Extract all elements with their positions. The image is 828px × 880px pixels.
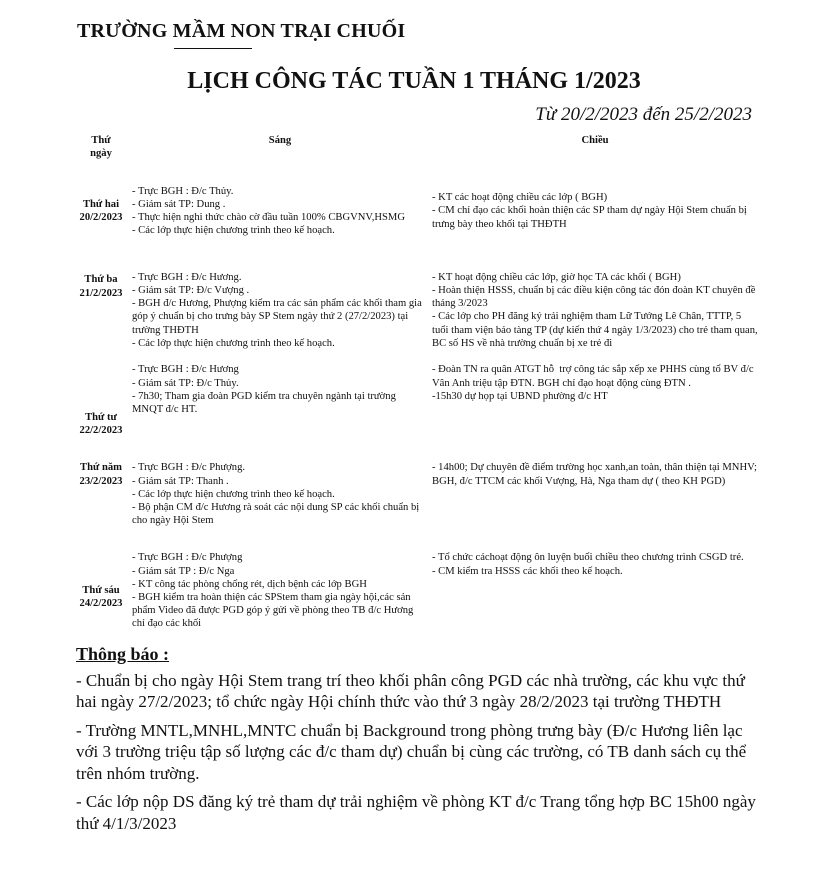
notice-section: [76, 644, 756, 841]
date-range: Từ 20/2/2023 đến 25/2/2023: [535, 104, 752, 125]
afternoon-cell: - 14h00; Dự chuyên đề điểm trường học xanh,an toàn, thân thiện tại MNHV; BGH, đ/c TTCM các khối Vượng, Hà, Nga tham dự ( theo KH PGD): [432, 462, 760, 487]
notice-heading: [76, 644, 756, 666]
schedule-row-wednesday: [72, 363, 760, 461]
document-title: LỊCH CÔNG TÁC TUẦN 1 THÁNG 1/2023: [187, 68, 641, 94]
notice-item: - Các lớp nộp DS đăng ký trẻ tham dự trải nghiệm về phòng KT đ/c Trang tổng hợp BC 15h00 ngày thứ 4/1/3/2023: [76, 792, 756, 833]
schedule-header-row: [72, 132, 760, 164]
notice-item: - Chuẩn bị cho ngày Hội Stem trang trí theo khối phân công PGD các nhà trường, các khu vực thứ hai ngày 27/2/2023; tổ chức ngày Hội chính thức vào thứ 3 ngày 28/2/2023 tại trường THĐTH: [76, 670, 745, 711]
morning-cell: - Trực BGH : Đ/c Thủy. - Giám sát TP: Dung . - Thực hiện nghi thức chào cờ đầu tuần 100% CBGVNV,HSMG - Các lớp thực hiện chương trình theo kế hoạch.: [132, 185, 405, 237]
header-day: Thứ ngày: [90, 135, 112, 160]
day-cell: Thứ năm 23/2/2023: [79, 462, 123, 487]
schedule-row-monday: [72, 164, 760, 257]
afternoon-cell: - KT hoạt động chiều các lớp, giờ học TA các khối ( BGH) - Hoàn thiện HSSS, chuẩn bị các điều kiện công tác đón đoàn KT chuyên đề tháng 3/2023 - Các lớp cho PH đăng ký trải nghiệm tham Lữ Tướng Lê Chân, TTTP, 5 tuổi tham viện bảo tàng TP (dự kiến thứ 4 ngày 1/3/2023) cho trẻ tham quan, BC số HS về nhà trường chuẩn bị xe trẻ đi: [432, 271, 758, 349]
school-name-underline: [174, 48, 252, 49]
schedule-row-thursday: [72, 461, 760, 551]
morning-cell: - Trực BGH : Đ/c Phượng - Giám sát TP : Đ/c Nga - KT công tác phòng chống rét, dịch bệnh các lớp BGH - BGH kiểm tra hoàn thiện các SPStem tham gia ngày hội,các sản phẩm Video đã được PGD góp ý gửi về phòng theo TB đ/c Hương chỉ đạo các khối: [132, 552, 414, 630]
day-cell: Thứ tư 22/2/2023: [79, 412, 123, 437]
notice-heading-text: Thông báo: [76, 644, 159, 664]
day-cell: Thứ sáu 24/2/2023: [79, 585, 123, 610]
day-cell: Thứ hai 20/2/2023: [79, 198, 123, 223]
afternoon-cell: - Đoàn TN ra quân ATGT hỗ trợ công tác sắp xếp xe PHHS cùng tổ BV đ/c Vân Anh triệu tập ĐTN. BGH chỉ đạo hoạt động cùng ĐTN . -15h30 dự họp tại UBND phường đ/c HT: [432, 364, 754, 402]
morning-cell: - Trực BGH : Đ/c Hương - Giám sát TP: Đ/c Thủy. - 7h30; Tham gia đoàn PGD kiểm tra chuyên ngành tại trường MNQT đ/c HT.: [132, 364, 396, 416]
schedule-table: [72, 132, 760, 643]
morning-cell: - Trực BGH : Đ/c Hương. - Giám sát TP: Đ/c Vượng . - BGH đ/c Hương, Phượng kiểm tra các sản phẩm các khối tham gia góp ý chuẩn bị cho trưng bày SP Stem ngày thứ 2 (27/2/2023) tại trường THĐTH - Các lớp thực hiện chương trình theo kế hoạch.: [132, 271, 422, 349]
school-name: TRƯỜNG MẦM NON TRẠI CHUỐI: [77, 20, 406, 42]
schedule-row-tuesday: [72, 257, 760, 363]
day-cell: Thứ ba 21/2/2023: [79, 274, 123, 299]
notice-heading-colon: :: [158, 644, 170, 664]
morning-cell: - Trực BGH : Đ/c Phượng. - Giám sát TP: Thanh . - Các lớp thực hiện chương trình theo kế hoạch. - Bộ phận CM đ/c Hương rà soát các nội dung SP các khối chuẩn bị cho ngày Hội Stem: [132, 462, 420, 527]
header-morning: Sáng: [268, 135, 292, 146]
header-afternoon: Chiều: [581, 135, 609, 146]
afternoon-cell: - Tổ chức cáchoạt động ôn luyện buổi chiều theo chương trình CSGD trẻ. - CM kiểm tra HSSS các khối theo kế hoạch.: [432, 552, 744, 577]
schedule-row-friday: [72, 551, 760, 643]
afternoon-cell: - KT các hoạt động chiều các lớp ( BGH) - CM chỉ đạo các khối hoàn thiện các SP tham dự ngày Hội Stem chuẩn bị trưng bày theo khối tại THĐTH: [432, 192, 747, 230]
notice-item: - Trường MNTL,MNHL,MNTC chuẩn bị Background trong phòng trưng bày (Đ/c Hương liên lạc với 3 trường triệu tập số lượng các đ/c tham dự) chuẩn bị cùng các trường, có TB danh sách cụ thể trên nhóm trường.: [76, 720, 747, 783]
